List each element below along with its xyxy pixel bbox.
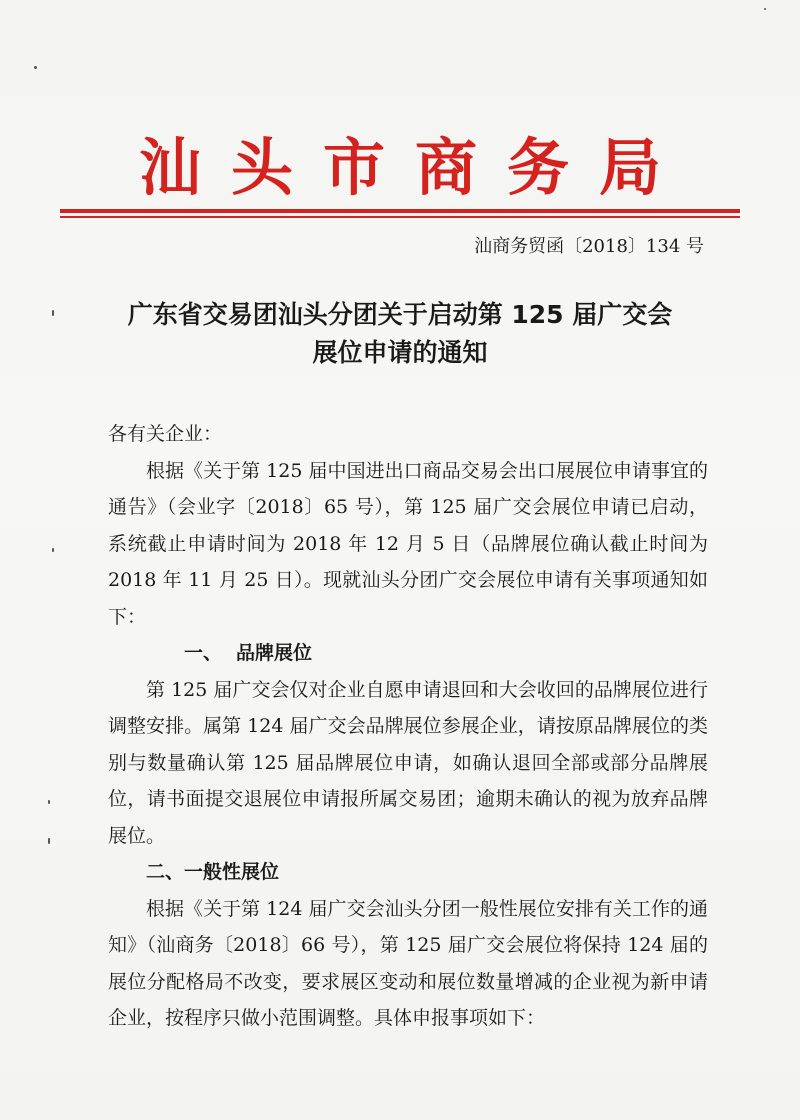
letterhead-title: 汕头市商务局	[138, 131, 691, 204]
section-2-heading	[108, 854, 708, 891]
scan-speck	[34, 66, 37, 69]
intro-paragraph: 根据《关于第 125 届中国进出口商品交易会出口展展位申请事宜的通告》（会业字〔2018〕65 号），第 125 届广交会展位申请已启动，系统截止申请时间为 2018 年 12 月 5 日（品牌展位确认截止时间为 2018 年 11 月 25 日）。现就汕头分团广交会展位申请有关事项通知如下：	[108, 459, 708, 628]
scan-speck	[48, 838, 50, 844]
section-1-number: 一、	[184, 642, 223, 664]
document-title	[60, 296, 740, 372]
document-title-line-2: 展位申请的通知	[312, 338, 488, 367]
letterhead-rule-thin	[60, 216, 740, 218]
document-title-line-1: 广东省交易团汕头分团关于启动第 125 届广交会	[127, 300, 673, 329]
section-1-paragraph: 第 125 届广交会仅对企业自愿申请退回和大会收回的品牌展位进行调整安排。属第 124 届广交会品牌展位参展企业，请按原品牌展位的类别与数量确认第 125 届品牌展位申请，如确认退回全部或部分品牌展位，请书面提交退展位申请报所属交易团；逾期未确认的视为放弃品牌展位。	[108, 678, 708, 847]
scan-speck	[764, 8, 766, 10]
section-2-heading-text: 一般性展位	[184, 861, 280, 883]
salutation: 各有关企业：	[108, 423, 223, 445]
document-body	[108, 416, 708, 1037]
scan-speck	[52, 548, 54, 552]
section-2-number: 二、	[146, 861, 185, 883]
section-1-heading-text: 品牌展位	[236, 642, 313, 664]
section-2-paragraph: 根据《关于第 124 届广交会汕头分团一般性展位安排有关工作的通知》（汕商务〔2018〕66 号），第 125 届广交会展位将保持 124 届的展位分配格局不改变，要求展区变动和展位数量增减的企业视为新申请企业，按程序只做小范围调整。具体申报事项如下：	[108, 897, 708, 1029]
scan-speck	[52, 310, 54, 316]
document-number: 汕商务贸函〔2018〕134 号	[474, 236, 704, 257]
section-1-heading	[108, 635, 708, 672]
letterhead-rule-thick	[60, 209, 740, 213]
scan-speck	[48, 800, 50, 804]
